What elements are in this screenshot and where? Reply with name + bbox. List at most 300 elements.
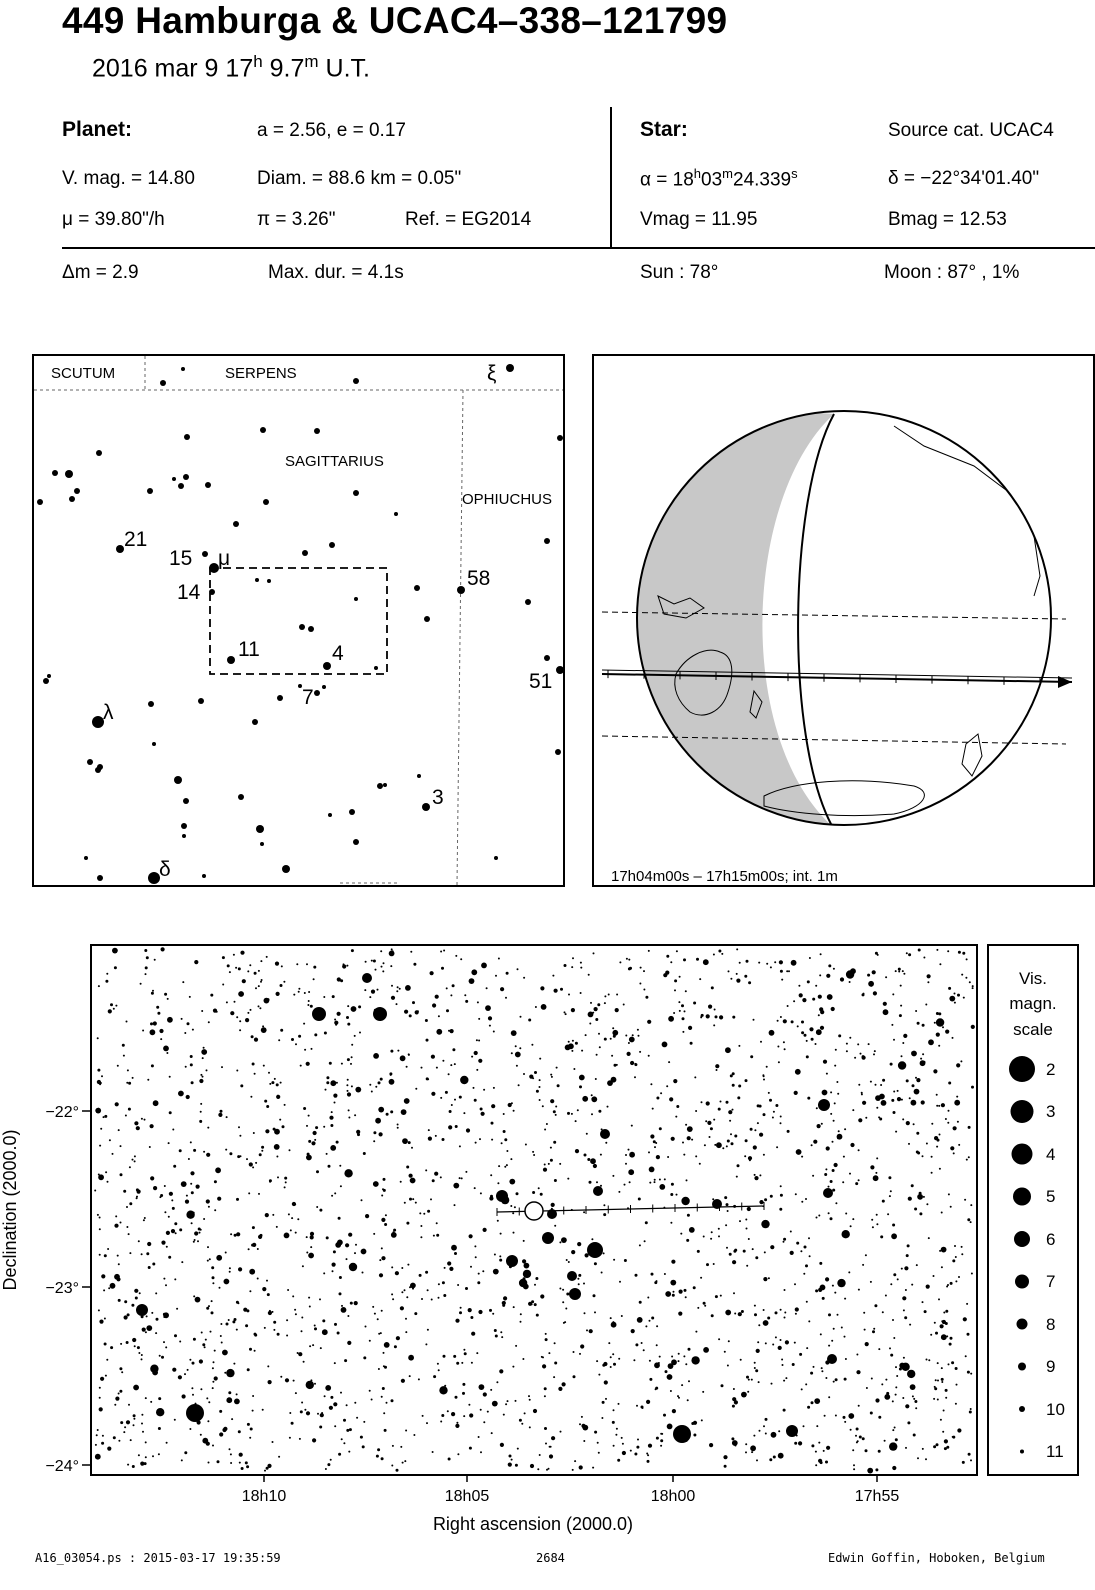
field-star	[533, 1409, 537, 1413]
field-star	[261, 1146, 264, 1149]
field-star	[949, 1343, 952, 1346]
field-star	[322, 1329, 328, 1335]
field-star	[459, 1145, 461, 1147]
field-star	[158, 1397, 161, 1400]
field-star	[803, 1425, 805, 1427]
field-star	[763, 1113, 766, 1116]
field-star	[660, 1092, 662, 1094]
field-star	[711, 1231, 713, 1233]
field-star	[540, 986, 544, 990]
field-star	[280, 984, 283, 987]
field-star	[421, 1067, 423, 1069]
field-star	[383, 1178, 386, 1181]
field-star	[112, 948, 118, 954]
field-star	[161, 1241, 165, 1245]
field-star	[151, 992, 154, 995]
field-star	[728, 1110, 732, 1114]
field-star	[274, 1078, 276, 1080]
field-star	[266, 1280, 268, 1282]
legend-label-3: 3	[1046, 1102, 1056, 1121]
field-star	[307, 1153, 310, 1156]
field-star	[454, 1252, 457, 1255]
field-star	[805, 1383, 807, 1385]
field-star	[181, 1181, 187, 1187]
finder-star	[198, 698, 204, 704]
field-star	[207, 1246, 209, 1248]
field-star	[153, 1021, 157, 1025]
field-star	[354, 1252, 356, 1254]
field-star	[313, 966, 316, 969]
field-star	[272, 1311, 274, 1313]
field-star	[937, 1380, 939, 1382]
field-star	[503, 1414, 505, 1416]
field-star	[873, 1328, 875, 1330]
field-star	[334, 1021, 338, 1025]
field-star	[346, 1429, 349, 1432]
field-star	[572, 1040, 574, 1042]
field-star	[383, 962, 385, 964]
field-star	[562, 1289, 564, 1291]
field-star	[882, 1311, 884, 1313]
field-star	[670, 1193, 673, 1196]
field-star	[640, 967, 642, 969]
field-star	[634, 1063, 636, 1065]
field-star	[659, 1127, 662, 1130]
field-star	[410, 1178, 416, 1184]
field-star	[202, 1057, 204, 1059]
field-star	[343, 1419, 346, 1422]
field-star	[759, 1174, 761, 1176]
field-star	[323, 1272, 325, 1274]
field-star	[461, 1177, 463, 1179]
field-star	[466, 1128, 470, 1132]
field-star	[330, 1124, 333, 1127]
field-star	[871, 1219, 873, 1221]
field-star	[133, 1418, 135, 1420]
field-star	[348, 1451, 350, 1453]
field-star	[331, 1195, 333, 1197]
field-star	[308, 1115, 310, 1117]
field-star	[439, 1386, 447, 1394]
field-star	[306, 1411, 310, 1415]
field-star	[489, 1025, 491, 1027]
field-star	[308, 1140, 311, 1143]
field-star	[778, 1430, 780, 1432]
field-star	[865, 1117, 867, 1119]
y-tick-label-22: −22°	[45, 1104, 79, 1121]
finder-star	[87, 759, 93, 765]
field-star	[720, 1295, 722, 1297]
field-star	[675, 1116, 677, 1118]
field-star	[682, 1031, 684, 1033]
field-star	[892, 993, 894, 995]
field-star	[939, 1168, 941, 1170]
field-star	[746, 1228, 748, 1230]
field-star	[690, 1042, 693, 1045]
field-star	[206, 1307, 209, 1310]
field-star	[600, 1185, 602, 1187]
field-star	[124, 1300, 127, 1303]
field-star	[118, 1440, 120, 1442]
field-star	[250, 1096, 252, 1098]
field-star	[826, 1146, 830, 1150]
field-star	[805, 1264, 808, 1267]
field-star	[666, 1085, 668, 1087]
field-star	[780, 1016, 782, 1018]
field-star	[505, 997, 507, 999]
sun-elongation: Sun : 78°	[640, 262, 719, 283]
star-labels	[103, 362, 552, 881]
field-star	[597, 1442, 599, 1444]
field-star	[894, 1427, 896, 1429]
field-star	[200, 1111, 202, 1113]
finder-star	[417, 774, 421, 778]
field-star	[203, 1047, 205, 1049]
field-star	[192, 1212, 195, 1215]
field-star	[501, 1336, 503, 1338]
field-star	[578, 1283, 580, 1285]
field-star	[165, 1346, 167, 1348]
field-star	[946, 1335, 948, 1337]
field-star	[728, 970, 730, 972]
x-tick-label-18h00: 18h00	[650, 1488, 696, 1505]
field-star	[481, 1112, 485, 1116]
field-star	[126, 1021, 128, 1023]
field-star	[549, 1454, 553, 1458]
field-star	[954, 1245, 956, 1247]
field-star	[917, 1152, 920, 1155]
field-star	[820, 953, 822, 955]
field-star	[377, 1318, 379, 1320]
field-star	[934, 1386, 936, 1388]
field-star	[510, 1205, 512, 1207]
field-star	[568, 1261, 570, 1263]
field-star	[889, 1195, 891, 1197]
field-star	[242, 979, 246, 983]
field-star	[267, 1365, 269, 1367]
field-star	[346, 1084, 348, 1086]
field-star	[621, 1437, 623, 1439]
field-star	[754, 1176, 758, 1180]
field-star	[120, 1145, 122, 1147]
field-star	[334, 1019, 336, 1021]
field-star	[757, 1104, 760, 1107]
field-star	[369, 1390, 371, 1392]
field-star	[336, 1082, 338, 1084]
field-star	[462, 1392, 465, 1395]
field-star	[792, 1363, 795, 1366]
field-star	[969, 981, 971, 983]
field-star	[392, 1298, 394, 1300]
field-star	[267, 1464, 271, 1468]
field-star	[856, 1428, 859, 1431]
field-star	[555, 1106, 557, 1108]
field-star	[590, 1002, 592, 1004]
field-star	[104, 1343, 107, 1346]
field-star	[654, 1146, 656, 1148]
field-star	[600, 1154, 602, 1156]
field-star	[908, 1143, 910, 1145]
field-star	[668, 1061, 670, 1063]
field-star	[133, 1424, 135, 1426]
field-star	[933, 1398, 935, 1400]
field-star	[485, 1005, 491, 1011]
field-star	[704, 1144, 706, 1146]
field-star	[559, 1163, 561, 1165]
field-star	[931, 1156, 933, 1158]
field-star	[123, 1190, 126, 1193]
field-star	[374, 1313, 376, 1315]
field-star	[295, 1043, 297, 1045]
field-star	[213, 1361, 215, 1363]
field-star	[831, 1340, 833, 1342]
finder-star	[377, 783, 383, 789]
field-star	[463, 1349, 465, 1351]
field-star	[862, 1101, 866, 1105]
field-star	[363, 1152, 366, 1155]
field-star	[754, 1305, 756, 1307]
field-star	[701, 1419, 703, 1421]
field-star	[249, 1162, 253, 1166]
field-star	[902, 1042, 904, 1044]
field-star	[381, 966, 383, 968]
field-star	[115, 1215, 117, 1217]
field-star	[921, 1100, 925, 1104]
field-star	[892, 1429, 894, 1431]
y-axis-ticks	[82, 1111, 90, 1465]
finder-star	[184, 434, 190, 440]
field-star	[738, 1312, 742, 1316]
field-star	[334, 1425, 336, 1427]
field-star	[942, 1431, 944, 1433]
field-star	[261, 979, 263, 981]
field-star	[128, 1108, 131, 1111]
field-star	[375, 1086, 377, 1088]
field-star	[681, 1004, 684, 1007]
field-star-bright	[567, 1271, 577, 1281]
field-star	[785, 1377, 787, 1379]
field-star	[457, 1284, 459, 1286]
field-star	[245, 1324, 248, 1327]
field-star	[408, 1054, 410, 1056]
field-star	[344, 1359, 347, 1362]
field-star-bright	[362, 973, 372, 983]
field-star	[478, 1018, 480, 1020]
field-star	[970, 1459, 972, 1461]
field-star-bright	[587, 1242, 603, 1258]
field-star	[962, 1461, 965, 1464]
field-star	[465, 1000, 468, 1003]
field-star	[786, 970, 788, 972]
field-star	[956, 1063, 960, 1067]
field-star	[145, 1397, 147, 1399]
field-star	[144, 949, 147, 952]
field-star	[513, 1306, 515, 1308]
field-star-bright	[818, 1099, 830, 1111]
field-star	[322, 1319, 325, 1322]
field-star	[754, 1313, 757, 1316]
field-star	[765, 1433, 767, 1435]
field-star	[939, 963, 941, 965]
field-star	[117, 1255, 119, 1257]
field-star	[701, 1015, 703, 1017]
field-star	[745, 1451, 747, 1453]
field-star	[356, 1130, 360, 1134]
field-star	[317, 1413, 319, 1415]
field-star	[602, 1401, 605, 1404]
field-star	[828, 1396, 830, 1398]
field-star	[752, 1248, 754, 1250]
field-star	[440, 951, 442, 953]
field-star	[587, 1158, 590, 1161]
legend-title-line-2: magn.	[1009, 994, 1057, 1013]
field-star	[904, 1266, 908, 1270]
field-star	[913, 1434, 916, 1437]
field-star	[114, 1274, 120, 1280]
field-star	[493, 1269, 499, 1275]
field-star	[961, 974, 963, 976]
star-field-svg	[92, 946, 976, 1474]
field-star	[249, 1290, 251, 1292]
finder-star	[314, 690, 320, 696]
field-star	[636, 1405, 638, 1407]
max-duration: Max. dur. = 4.1s	[268, 262, 404, 283]
field-star	[906, 1254, 909, 1257]
field-star	[870, 985, 872, 987]
field-star	[296, 963, 298, 965]
field-star	[400, 1446, 402, 1448]
field-star	[156, 1318, 159, 1321]
field-star	[666, 955, 669, 958]
field-star	[397, 1050, 399, 1052]
field-star	[870, 1281, 872, 1283]
field-star	[955, 1280, 957, 1282]
field-star	[222, 1350, 228, 1356]
field-star	[381, 1457, 384, 1460]
field-star	[384, 1429, 387, 1432]
field-star	[306, 1381, 314, 1389]
field-star	[577, 1242, 581, 1246]
field-star	[212, 1276, 215, 1279]
field-star	[873, 991, 877, 995]
field-star	[553, 1376, 555, 1378]
field-star	[354, 1402, 356, 1404]
field-star	[895, 1366, 897, 1368]
field-star	[115, 1102, 119, 1106]
field-star	[432, 1451, 434, 1453]
field-star	[153, 1186, 157, 1190]
field-star	[925, 1458, 927, 1460]
field-star	[643, 970, 645, 972]
field-star	[405, 985, 411, 991]
field-star	[179, 1149, 182, 1152]
field-star	[191, 1222, 193, 1224]
field-star	[200, 1074, 202, 1076]
field-star-bright	[593, 1186, 603, 1196]
star-label-xi: ξ	[487, 362, 497, 385]
field-star	[820, 1333, 822, 1335]
field-star	[604, 1380, 608, 1384]
field-star	[255, 1162, 257, 1164]
field-star	[554, 989, 558, 993]
field-star	[607, 1106, 609, 1108]
field-star	[852, 1109, 854, 1111]
field-star	[903, 1034, 907, 1038]
field-star	[533, 1154, 535, 1156]
field-star	[756, 1459, 758, 1461]
field-star	[958, 951, 961, 954]
field-star	[319, 1209, 322, 1212]
field-star	[828, 1345, 830, 1347]
field-star	[145, 973, 147, 975]
field-star	[447, 1410, 449, 1412]
field-star	[240, 1084, 243, 1087]
field-star	[319, 1298, 321, 1300]
field-star	[384, 1366, 387, 1369]
field-star	[457, 1453, 459, 1455]
field-star	[917, 1022, 920, 1025]
field-star	[732, 1440, 738, 1446]
field-star	[895, 1394, 897, 1396]
field-star	[95, 1454, 101, 1460]
field-star	[127, 1464, 129, 1466]
field-star	[443, 1294, 446, 1297]
field-star	[382, 970, 384, 972]
field-star	[236, 1070, 238, 1072]
field-star	[622, 1451, 626, 1455]
field-star	[234, 1001, 236, 1003]
field-star	[573, 1351, 575, 1353]
field-star	[326, 1081, 329, 1084]
finder-stars	[37, 364, 563, 884]
field-star	[428, 1137, 432, 1141]
field-star	[178, 1375, 182, 1379]
field-star	[208, 1021, 210, 1023]
field-star	[340, 1392, 342, 1394]
finder-star	[238, 794, 244, 800]
finder-star	[69, 496, 75, 502]
field-star	[169, 1111, 172, 1114]
field-star	[605, 1142, 607, 1144]
field-star	[750, 1445, 756, 1451]
field-star	[706, 1263, 709, 1266]
field-star	[601, 1272, 603, 1274]
field-star	[409, 1014, 412, 1017]
field-star	[853, 1464, 855, 1466]
field-star	[865, 1449, 868, 1452]
field-star	[497, 1182, 499, 1184]
field-star	[815, 1043, 817, 1045]
field-star	[135, 1297, 138, 1300]
finder-star	[172, 477, 176, 481]
field-star	[258, 1193, 260, 1195]
field-star	[100, 1178, 102, 1180]
field-star	[850, 1429, 852, 1431]
field-star	[850, 1143, 854, 1147]
field-star	[313, 978, 315, 980]
field-star	[840, 977, 844, 981]
field-star	[440, 1097, 442, 1099]
field-star	[264, 1100, 267, 1103]
field-star	[303, 1107, 306, 1110]
field-star	[409, 1198, 412, 1201]
field-star	[581, 1416, 583, 1418]
field-star	[347, 1315, 349, 1317]
field-star	[577, 1278, 579, 1280]
star-label-mu: μ	[218, 547, 231, 570]
field-star	[95, 1108, 101, 1114]
field-star	[674, 979, 677, 982]
